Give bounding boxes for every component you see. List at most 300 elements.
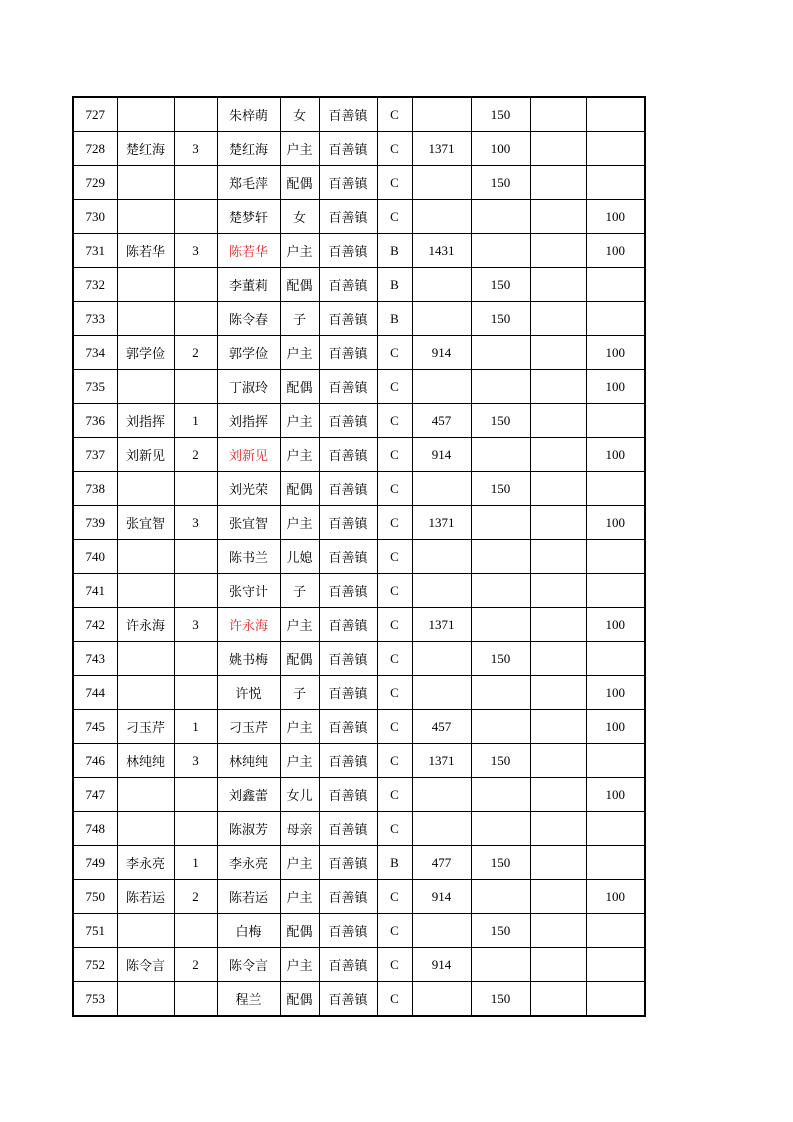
table-row: [73, 472, 645, 506]
table-row: [73, 846, 645, 880]
cell-grade: C: [377, 744, 412, 778]
cell-blank-col: [530, 132, 586, 166]
cell-member-name: 郑毛萍: [217, 166, 280, 200]
cell-relation: 户主: [280, 234, 319, 268]
cell-relation: 户主: [280, 744, 319, 778]
cell-household-head: 张宜智: [117, 506, 174, 540]
cell-row-number: 731: [73, 234, 117, 268]
cell-member-name: 刘鑫蕾: [217, 778, 280, 812]
cell-row-number: 753: [73, 982, 117, 1017]
cell-blank-col: [530, 404, 586, 438]
cell-household-size: [174, 982, 217, 1017]
cell-household-head: 楚红海: [117, 132, 174, 166]
cell-subsidy-150: [471, 506, 530, 540]
cell-grade: C: [377, 778, 412, 812]
cell-blank-col: [530, 472, 586, 506]
cell-subsidy-100: 100: [586, 778, 645, 812]
cell-subsidy-150: [471, 710, 530, 744]
cell-subsidy-100: 100: [586, 880, 645, 914]
cell-subsidy-100: [586, 642, 645, 676]
cell-amount: [412, 370, 471, 404]
cell-household-head: 陈令言: [117, 948, 174, 982]
table-row: [73, 234, 645, 268]
cell-member-name: 陈书兰: [217, 540, 280, 574]
cell-household-head: 刁玉芹: [117, 710, 174, 744]
cell-household-size: 3: [174, 608, 217, 642]
cell-household-size: 1: [174, 404, 217, 438]
cell-household-size: 3: [174, 506, 217, 540]
cell-subsidy-100: 100: [586, 200, 645, 234]
cell-member-name: 张宜智: [217, 506, 280, 540]
table-row: [73, 744, 645, 778]
cell-household-head: [117, 982, 174, 1017]
cell-grade: C: [377, 812, 412, 846]
cell-town: 百善镇: [319, 336, 377, 370]
cell-subsidy-150: 150: [471, 846, 530, 880]
cell-grade: C: [377, 642, 412, 676]
cell-household-size: [174, 642, 217, 676]
cell-town: 百善镇: [319, 982, 377, 1017]
cell-amount: [412, 540, 471, 574]
cell-relation: 户主: [280, 336, 319, 370]
cell-row-number: 750: [73, 880, 117, 914]
cell-row-number: 732: [73, 268, 117, 302]
cell-grade: C: [377, 132, 412, 166]
cell-relation: 配偶: [280, 166, 319, 200]
cell-subsidy-100: [586, 744, 645, 778]
cell-household-size: 3: [174, 132, 217, 166]
table-row: [73, 982, 645, 1017]
cell-subsidy-100: [586, 472, 645, 506]
cell-amount: 914: [412, 438, 471, 472]
cell-amount: [412, 97, 471, 132]
cell-relation: 户主: [280, 880, 319, 914]
cell-member-name: 楚红海: [217, 132, 280, 166]
cell-relation: 户主: [280, 506, 319, 540]
cell-town: 百善镇: [319, 914, 377, 948]
cell-amount: 1371: [412, 506, 471, 540]
cell-blank-col: [530, 982, 586, 1017]
cell-town: 百善镇: [319, 200, 377, 234]
cell-subsidy-150: 150: [471, 97, 530, 132]
cell-relation: 女儿: [280, 778, 319, 812]
cell-blank-col: [530, 880, 586, 914]
cell-household-size: [174, 914, 217, 948]
cell-blank-col: [530, 948, 586, 982]
cell-row-number: 740: [73, 540, 117, 574]
cell-blank-col: [530, 676, 586, 710]
cell-town: 百善镇: [319, 438, 377, 472]
cell-town: 百善镇: [319, 812, 377, 846]
table-row: [73, 268, 645, 302]
cell-row-number: 736: [73, 404, 117, 438]
cell-member-name: 林纯纯: [217, 744, 280, 778]
cell-household-head: [117, 778, 174, 812]
cell-household-size: [174, 268, 217, 302]
cell-household-head: [117, 812, 174, 846]
cell-town: 百善镇: [319, 642, 377, 676]
cell-member-name: 李董莉: [217, 268, 280, 302]
cell-grade: C: [377, 200, 412, 234]
cell-household-head: [117, 472, 174, 506]
cell-amount: [412, 472, 471, 506]
cell-household-size: [174, 200, 217, 234]
household-table: [72, 96, 646, 1017]
cell-row-number: 735: [73, 370, 117, 404]
cell-grade: B: [377, 846, 412, 880]
cell-household-size: 2: [174, 880, 217, 914]
cell-member-name: 朱梓萌: [217, 97, 280, 132]
cell-relation: 母亲: [280, 812, 319, 846]
cell-subsidy-100: 100: [586, 710, 645, 744]
cell-member-name: 陈令春: [217, 302, 280, 336]
cell-subsidy-150: [471, 370, 530, 404]
cell-member-name: 丁淑玲: [217, 370, 280, 404]
cell-household-head: 许永海: [117, 608, 174, 642]
table-row: [73, 97, 645, 132]
cell-row-number: 742: [73, 608, 117, 642]
cell-amount: 914: [412, 948, 471, 982]
cell-town: 百善镇: [319, 710, 377, 744]
cell-household-head: 刘新见: [117, 438, 174, 472]
table-body: [73, 97, 645, 1016]
cell-amount: [412, 778, 471, 812]
cell-member-name: 刘光荣: [217, 472, 280, 506]
cell-blank-col: [530, 166, 586, 200]
cell-blank-col: [530, 608, 586, 642]
cell-subsidy-100: 100: [586, 438, 645, 472]
cell-town: 百善镇: [319, 234, 377, 268]
cell-subsidy-100: [586, 404, 645, 438]
cell-amount: [412, 268, 471, 302]
cell-household-head: 刘指挥: [117, 404, 174, 438]
table-row: [73, 540, 645, 574]
cell-amount: [412, 200, 471, 234]
cell-blank-col: [530, 438, 586, 472]
cell-subsidy-150: 150: [471, 744, 530, 778]
cell-subsidy-150: 150: [471, 404, 530, 438]
cell-row-number: 747: [73, 778, 117, 812]
cell-household-size: [174, 540, 217, 574]
cell-grade: B: [377, 268, 412, 302]
cell-subsidy-150: [471, 778, 530, 812]
cell-relation: 户主: [280, 948, 319, 982]
cell-member-name: 程兰: [217, 982, 280, 1017]
table-row: [73, 506, 645, 540]
cell-relation: 配偶: [280, 642, 319, 676]
cell-amount: [412, 642, 471, 676]
cell-amount: [412, 982, 471, 1017]
table-row: [73, 404, 645, 438]
cell-subsidy-150: 150: [471, 268, 530, 302]
cell-row-number: 739: [73, 506, 117, 540]
cell-grade: C: [377, 506, 412, 540]
cell-subsidy-100: 100: [586, 676, 645, 710]
cell-household-head: [117, 166, 174, 200]
cell-row-number: 744: [73, 676, 117, 710]
cell-household-size: 2: [174, 948, 217, 982]
cell-household-size: [174, 370, 217, 404]
table-row: [73, 642, 645, 676]
cell-subsidy-100: 100: [586, 506, 645, 540]
cell-subsidy-150: 150: [471, 302, 530, 336]
cell-household-head: 陈若华: [117, 234, 174, 268]
cell-grade: C: [377, 710, 412, 744]
cell-town: 百善镇: [319, 846, 377, 880]
cell-household-size: [174, 778, 217, 812]
table-row: [73, 574, 645, 608]
cell-blank-col: [530, 642, 586, 676]
cell-member-name: 郭学俭: [217, 336, 280, 370]
cell-amount: [412, 166, 471, 200]
cell-town: 百善镇: [319, 778, 377, 812]
cell-town: 百善镇: [319, 370, 377, 404]
cell-household-head: [117, 914, 174, 948]
cell-subsidy-100: [586, 132, 645, 166]
cell-household-size: 3: [174, 744, 217, 778]
cell-amount: [412, 914, 471, 948]
cell-row-number: 751: [73, 914, 117, 948]
table-row: [73, 200, 645, 234]
cell-amount: 1371: [412, 132, 471, 166]
cell-subsidy-150: 150: [471, 982, 530, 1017]
cell-relation: 配偶: [280, 472, 319, 506]
cell-amount: [412, 812, 471, 846]
cell-subsidy-150: [471, 948, 530, 982]
cell-subsidy-150: 150: [471, 914, 530, 948]
cell-household-size: [174, 574, 217, 608]
cell-subsidy-100: [586, 948, 645, 982]
cell-blank-col: [530, 200, 586, 234]
cell-household-size: 1: [174, 846, 217, 880]
cell-member-name: 张守计: [217, 574, 280, 608]
cell-subsidy-100: [586, 812, 645, 846]
cell-grade: C: [377, 540, 412, 574]
cell-subsidy-100: [586, 982, 645, 1017]
cell-row-number: 741: [73, 574, 117, 608]
cell-household-size: [174, 166, 217, 200]
cell-grade: C: [377, 166, 412, 200]
cell-household-size: [174, 676, 217, 710]
cell-grade: C: [377, 438, 412, 472]
cell-household-size: [174, 472, 217, 506]
cell-blank-col: [530, 744, 586, 778]
cell-town: 百善镇: [319, 574, 377, 608]
cell-grade: C: [377, 880, 412, 914]
table-row: [73, 166, 645, 200]
cell-blank-col: [530, 846, 586, 880]
cell-blank-col: [530, 234, 586, 268]
cell-town: 百善镇: [319, 268, 377, 302]
cell-subsidy-150: 150: [471, 642, 530, 676]
cell-amount: [412, 302, 471, 336]
cell-subsidy-100: [586, 846, 645, 880]
cell-relation: 女: [280, 97, 319, 132]
cell-relation: 子: [280, 302, 319, 336]
cell-subsidy-150: [471, 234, 530, 268]
cell-row-number: 729: [73, 166, 117, 200]
cell-amount: 914: [412, 880, 471, 914]
cell-subsidy-150: [471, 608, 530, 642]
cell-grade: C: [377, 370, 412, 404]
cell-member-name: 陈若华: [217, 234, 280, 268]
cell-member-name: 许悦: [217, 676, 280, 710]
cell-relation: 儿媳: [280, 540, 319, 574]
table-row: [73, 914, 645, 948]
cell-grade: C: [377, 97, 412, 132]
cell-subsidy-150: [471, 574, 530, 608]
cell-member-name: 刘指挥: [217, 404, 280, 438]
table-row: [73, 608, 645, 642]
cell-blank-col: [530, 370, 586, 404]
cell-amount: 477: [412, 846, 471, 880]
cell-row-number: 738: [73, 472, 117, 506]
table-row: [73, 710, 645, 744]
cell-household-head: [117, 97, 174, 132]
cell-town: 百善镇: [319, 302, 377, 336]
cell-household-head: 陈若运: [117, 880, 174, 914]
cell-subsidy-150: [471, 438, 530, 472]
cell-relation: 户主: [280, 132, 319, 166]
cell-relation: 配偶: [280, 914, 319, 948]
table-row: [73, 948, 645, 982]
cell-town: 百善镇: [319, 506, 377, 540]
table-row: [73, 132, 645, 166]
cell-subsidy-100: [586, 268, 645, 302]
cell-relation: 女: [280, 200, 319, 234]
cell-amount: 457: [412, 404, 471, 438]
cell-row-number: 745: [73, 710, 117, 744]
cell-household-head: 林纯纯: [117, 744, 174, 778]
cell-town: 百善镇: [319, 97, 377, 132]
cell-relation: 配偶: [280, 268, 319, 302]
cell-grade: C: [377, 914, 412, 948]
cell-household-head: [117, 370, 174, 404]
cell-grade: C: [377, 676, 412, 710]
cell-row-number: 727: [73, 97, 117, 132]
cell-row-number: 748: [73, 812, 117, 846]
table-row: [73, 778, 645, 812]
cell-household-size: [174, 302, 217, 336]
cell-town: 百善镇: [319, 608, 377, 642]
cell-grade: C: [377, 608, 412, 642]
cell-household-head: 李永亮: [117, 846, 174, 880]
cell-town: 百善镇: [319, 540, 377, 574]
cell-amount: [412, 676, 471, 710]
cell-household-size: 1: [174, 710, 217, 744]
cell-blank-col: [530, 574, 586, 608]
table-row: [73, 302, 645, 336]
cell-relation: 子: [280, 676, 319, 710]
cell-household-head: [117, 200, 174, 234]
cell-subsidy-100: [586, 574, 645, 608]
cell-household-head: 郭学俭: [117, 336, 174, 370]
cell-subsidy-150: [471, 812, 530, 846]
cell-household-head: [117, 676, 174, 710]
cell-member-name: 楚梦轩: [217, 200, 280, 234]
table-row: [73, 370, 645, 404]
cell-subsidy-100: 100: [586, 234, 645, 268]
cell-household-size: 2: [174, 438, 217, 472]
cell-relation: 户主: [280, 846, 319, 880]
cell-blank-col: [530, 812, 586, 846]
cell-grade: B: [377, 234, 412, 268]
cell-subsidy-100: [586, 302, 645, 336]
cell-relation: 户主: [280, 608, 319, 642]
cell-blank-col: [530, 97, 586, 132]
cell-subsidy-100: [586, 540, 645, 574]
cell-amount: 457: [412, 710, 471, 744]
table-row: [73, 880, 645, 914]
cell-row-number: 749: [73, 846, 117, 880]
cell-blank-col: [530, 506, 586, 540]
cell-member-name: 李永亮: [217, 846, 280, 880]
cell-blank-col: [530, 302, 586, 336]
cell-subsidy-100: 100: [586, 336, 645, 370]
cell-town: 百善镇: [319, 404, 377, 438]
cell-row-number: 746: [73, 744, 117, 778]
cell-blank-col: [530, 778, 586, 812]
table-row: [73, 438, 645, 472]
cell-member-name: 白梅: [217, 914, 280, 948]
table-row: [73, 336, 645, 370]
cell-grade: C: [377, 336, 412, 370]
cell-subsidy-150: 100: [471, 132, 530, 166]
cell-row-number: 730: [73, 200, 117, 234]
cell-town: 百善镇: [319, 948, 377, 982]
cell-member-name: 许永海: [217, 608, 280, 642]
cell-row-number: 734: [73, 336, 117, 370]
cell-amount: 914: [412, 336, 471, 370]
cell-relation: 户主: [280, 404, 319, 438]
cell-blank-col: [530, 336, 586, 370]
cell-household-head: [117, 302, 174, 336]
cell-subsidy-150: 150: [471, 472, 530, 506]
cell-row-number: 728: [73, 132, 117, 166]
cell-member-name: 陈若运: [217, 880, 280, 914]
cell-row-number: 737: [73, 438, 117, 472]
cell-town: 百善镇: [319, 744, 377, 778]
cell-relation: 配偶: [280, 982, 319, 1017]
cell-grade: C: [377, 574, 412, 608]
cell-town: 百善镇: [319, 880, 377, 914]
cell-grade: B: [377, 302, 412, 336]
cell-household-head: [117, 540, 174, 574]
cell-household-head: [117, 268, 174, 302]
cell-member-name: 刁玉芹: [217, 710, 280, 744]
cell-amount: [412, 574, 471, 608]
cell-subsidy-150: [471, 880, 530, 914]
cell-member-name: 陈淑芳: [217, 812, 280, 846]
cell-subsidy-100: [586, 97, 645, 132]
cell-town: 百善镇: [319, 472, 377, 506]
cell-amount: 1371: [412, 608, 471, 642]
cell-blank-col: [530, 914, 586, 948]
cell-grade: C: [377, 472, 412, 506]
cell-relation: 子: [280, 574, 319, 608]
cell-blank-col: [530, 540, 586, 574]
cell-household-size: 3: [174, 234, 217, 268]
cell-subsidy-100: [586, 166, 645, 200]
cell-amount: 1431: [412, 234, 471, 268]
cell-subsidy-150: [471, 676, 530, 710]
cell-household-size: 2: [174, 336, 217, 370]
cell-grade: C: [377, 982, 412, 1017]
cell-row-number: 733: [73, 302, 117, 336]
cell-relation: 户主: [280, 710, 319, 744]
cell-member-name: 刘新见: [217, 438, 280, 472]
cell-row-number: 743: [73, 642, 117, 676]
